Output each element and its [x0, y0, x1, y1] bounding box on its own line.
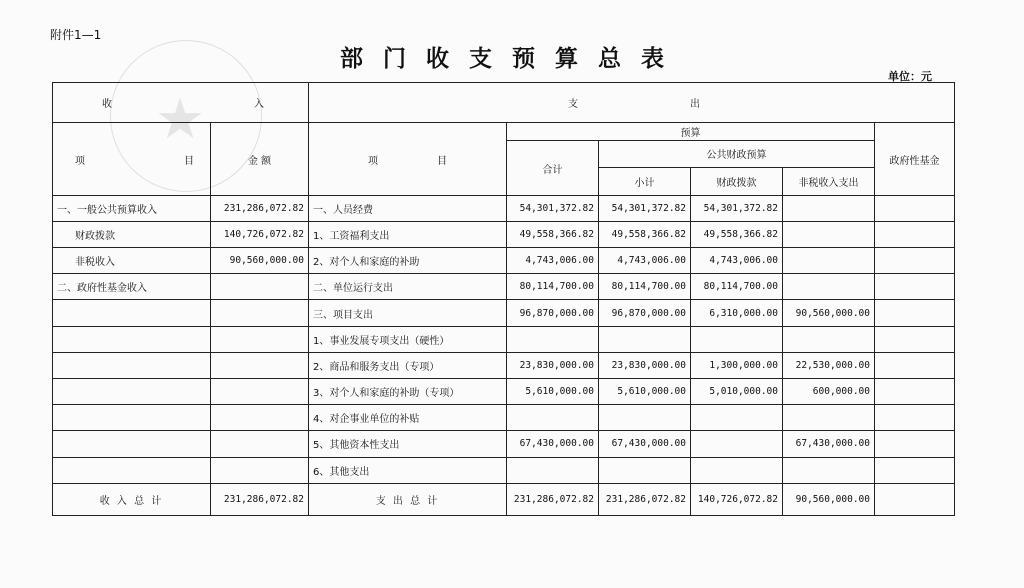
- gov-fund-header: 政府性基金: [875, 123, 955, 196]
- non-tax-cell: [783, 221, 875, 247]
- gov-fund-cell: [875, 300, 955, 326]
- page-title: 部门收支预算总表: [340, 45, 684, 72]
- fiscal-cell: 6,310,000.00: [691, 300, 783, 326]
- expense-item: 1、事业发展专项支出（硬性）: [309, 326, 507, 352]
- subtotal-header: 小计: [599, 167, 691, 195]
- table-row: [53, 326, 955, 352]
- total-cell: 23,830,000.00: [507, 352, 599, 378]
- total-cell: [507, 326, 599, 352]
- subtotal-cell: [599, 405, 691, 431]
- subtotal-cell: 49,558,366.82: [599, 221, 691, 247]
- income-amount: [211, 405, 309, 431]
- gov-fund-cell: [875, 326, 955, 352]
- income-amount: [211, 378, 309, 404]
- non-tax-cell: [783, 274, 875, 300]
- income-amount: 90,560,000.00: [211, 248, 309, 274]
- income-amount: 231,286,072.82: [211, 195, 309, 221]
- income-amount: [211, 431, 309, 457]
- fiscal-cell: 49,558,366.82: [691, 221, 783, 247]
- total-cell: 67,430,000.00: [507, 431, 599, 457]
- fiscal-header: 财政拨款: [691, 167, 783, 195]
- non-tax-cell: 67,430,000.00: [783, 431, 875, 457]
- expense-item: 二、单位运行支出: [309, 274, 507, 300]
- fiscal-cell: [691, 405, 783, 431]
- income-amount: 140,726,072.82: [211, 221, 309, 247]
- header-row-2: [53, 123, 955, 141]
- fiscal-cell: [691, 326, 783, 352]
- item-char1: 项: [368, 155, 378, 167]
- income-amount-header: 金 额: [211, 123, 309, 196]
- income-amount: [211, 352, 309, 378]
- subtotal-cell: 23,830,000.00: [599, 352, 691, 378]
- subtotal-cell: [599, 326, 691, 352]
- totals-row: [53, 483, 955, 515]
- income-item: 一、一般公共预算收入: [53, 195, 211, 221]
- income-item: [53, 457, 211, 483]
- expense-item: 5、其他资本性支出: [309, 431, 507, 457]
- expense-item: 4、对企事业单位的补贴: [309, 405, 507, 431]
- expense-item: 2、商品和服务支出（专项）: [309, 352, 507, 378]
- expense-fiscal: 140,726,072.82: [691, 483, 783, 515]
- fiscal-cell: 4,743,006.00: [691, 248, 783, 274]
- item-char2: 目: [437, 155, 447, 167]
- non-tax-cell: [783, 248, 875, 274]
- expense-total: 231,286,072.82: [507, 483, 599, 515]
- expense-item: 6、其他支出: [309, 457, 507, 483]
- gov-fund-cell: [875, 274, 955, 300]
- total-cell: 80,114,700.00: [507, 274, 599, 300]
- table-row: [53, 431, 955, 457]
- total-cell: 4,743,006.00: [507, 248, 599, 274]
- income-item: [53, 378, 211, 404]
- expense-header: [309, 83, 955, 123]
- total-cell: 5,610,000.00: [507, 378, 599, 404]
- subtotal-cell: 4,743,006.00: [599, 248, 691, 274]
- expense-subtotal: 231,286,072.82: [599, 483, 691, 515]
- income-header: [53, 83, 309, 123]
- public-budget-header: 公共财政预算: [599, 141, 875, 167]
- table-row: [53, 352, 955, 378]
- gov-fund-cell: [875, 378, 955, 404]
- expense-item: 三、项目支出: [309, 300, 507, 326]
- expense-header-char1: 支: [568, 99, 578, 111]
- unit-label: 单位：元: [888, 70, 932, 83]
- total-cell: [507, 457, 599, 483]
- gov-fund-cell: [875, 195, 955, 221]
- income-amount: [211, 274, 309, 300]
- expense-total-label: 支 出 总 计: [309, 483, 507, 515]
- expense-item: 3、对个人和家庭的补助（专项）: [309, 378, 507, 404]
- fiscal-cell: 80,114,700.00: [691, 274, 783, 300]
- gov-fund-cell: [875, 431, 955, 457]
- total-header: 合计: [507, 141, 599, 195]
- income-item: 财政拨款: [53, 221, 211, 247]
- budget-header: 预算: [507, 123, 875, 141]
- income-amount: [211, 300, 309, 326]
- item-char1: 项: [75, 155, 85, 167]
- gov-fund-cell: [875, 248, 955, 274]
- expense-non-tax: 90,560,000.00: [783, 483, 875, 515]
- header-row-1: [53, 83, 955, 123]
- income-amount: [211, 326, 309, 352]
- fiscal-cell: [691, 431, 783, 457]
- subtotal-cell: 96,870,000.00: [599, 300, 691, 326]
- gov-fund-cell: [875, 352, 955, 378]
- income-item: 二、政府性基金收入: [53, 274, 211, 300]
- income-item: 非税收入: [53, 248, 211, 274]
- expense-header-char2: 出: [690, 99, 700, 111]
- fiscal-cell: 54,301,372.82: [691, 195, 783, 221]
- non-tax-cell: 600,000.00: [783, 378, 875, 404]
- non-tax-cell: [783, 457, 875, 483]
- income-amount: [211, 457, 309, 483]
- income-total-label: 收 入 总 计: [53, 483, 211, 515]
- expense-item: 2、对个人和家庭的补助: [309, 248, 507, 274]
- gov-fund-cell: [875, 457, 955, 483]
- income-item: [53, 352, 211, 378]
- non-tax-cell: [783, 326, 875, 352]
- non-tax-cell: [783, 195, 875, 221]
- fiscal-cell: [691, 457, 783, 483]
- gov-fund-cell: [875, 405, 955, 431]
- subtotal-cell: 5,610,000.00: [599, 378, 691, 404]
- table-row: [53, 221, 955, 247]
- gov-fund-cell: [875, 221, 955, 247]
- annex-label: 附件1—1: [50, 28, 102, 42]
- table-row: [53, 300, 955, 326]
- table-row: [53, 457, 955, 483]
- income-item: [53, 431, 211, 457]
- subtotal-cell: 54,301,372.82: [599, 195, 691, 221]
- income-total-amount: 231,286,072.82: [211, 483, 309, 515]
- income-item: [53, 405, 211, 431]
- expense-item: 一、人员经费: [309, 195, 507, 221]
- income-item: [53, 326, 211, 352]
- income-item: [53, 300, 211, 326]
- table-row: [53, 274, 955, 300]
- table-row: [53, 405, 955, 431]
- table-row: [53, 378, 955, 404]
- income-header-char1: 收: [102, 99, 112, 111]
- non-tax-cell: [783, 405, 875, 431]
- total-cell: [507, 405, 599, 431]
- subtotal-cell: [599, 457, 691, 483]
- non-tax-cell: 90,560,000.00: [783, 300, 875, 326]
- total-cell: 49,558,366.82: [507, 221, 599, 247]
- table-row: [53, 248, 955, 274]
- total-cell: 96,870,000.00: [507, 300, 599, 326]
- star-icon: ★: [155, 87, 206, 152]
- item-char2: 目: [184, 155, 194, 167]
- expense-item-header: [309, 123, 507, 196]
- total-cell: 54,301,372.82: [507, 195, 599, 221]
- non-tax-cell: 22,530,000.00: [783, 352, 875, 378]
- expense-gov-fund: [875, 483, 955, 515]
- budget-table: [52, 82, 955, 516]
- income-header-char2: 入: [254, 99, 264, 111]
- subtotal-cell: 67,430,000.00: [599, 431, 691, 457]
- expense-item: 1、工资福利支出: [309, 221, 507, 247]
- fiscal-cell: 5,010,000.00: [691, 378, 783, 404]
- subtotal-cell: 80,114,700.00: [599, 274, 691, 300]
- non-tax-header: 非税收入支出: [783, 167, 875, 195]
- table-row: [53, 195, 955, 221]
- fiscal-cell: 1,300,000.00: [691, 352, 783, 378]
- income-item-header: [53, 123, 211, 196]
